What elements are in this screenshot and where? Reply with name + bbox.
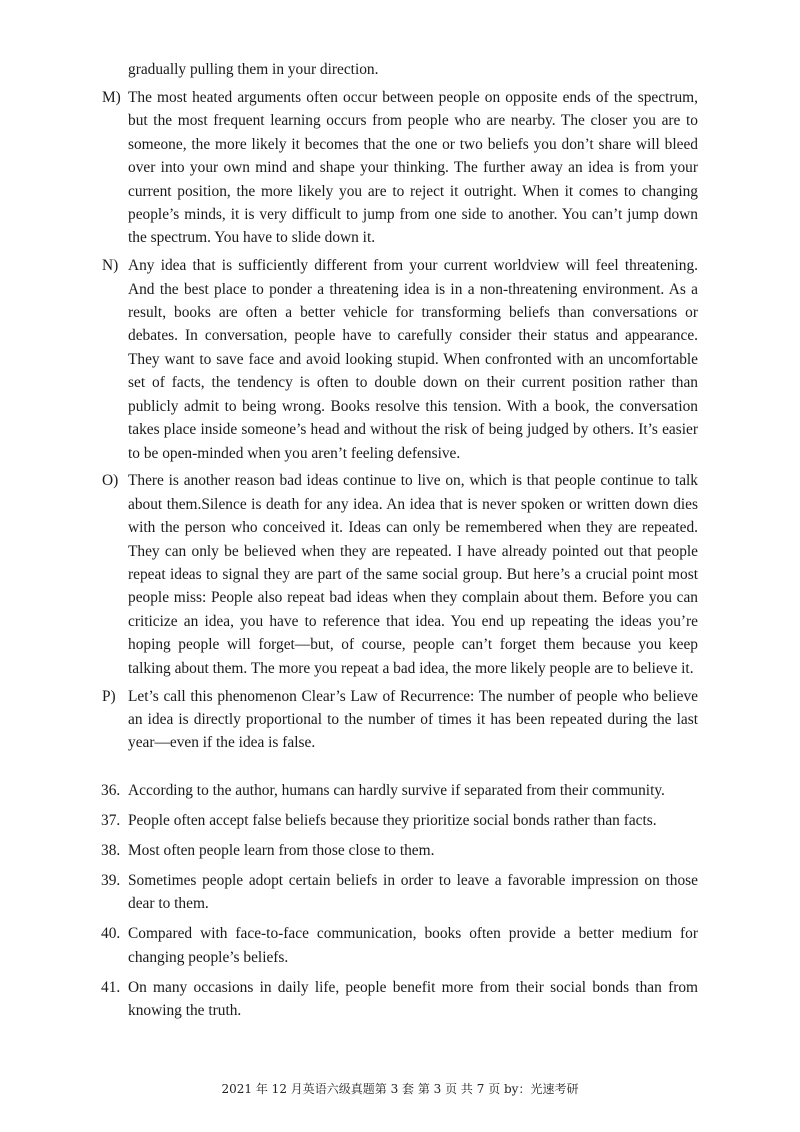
paragraph-text: Any idea that is sufficiently different from your current worldview will feel threatening. And the best place to ponder a threatening idea is in a non-threatening environment. As a result, books are often a better vehicle for transforming beliefs than conversations or debates. In conversation, people have to carefully consider their status and appearance. They want to save face and avoid looking stupid. When confronted with an uncomfortable set of facts, the tendency is often to double down on their current position rather than publicly admit to being wrong. Books resolve this tension. With a book, the conversation takes place inside someone’s head and without the risk of being judged by others. It’s easier to be open-minded when you aren’t feeling defensive. [128,257,698,462]
question-number: 38. [101,842,121,860]
paragraph-p [102,685,698,755]
question-38 [101,839,698,862]
paragraph-o [102,469,698,680]
paragraph-label: O) [102,472,119,490]
question-text: Most often people learn from those close to them. [128,842,435,860]
paragraph-text: Let’s call this phenomenon Clear’s Law of Recurrence: The number of people who believe an idea is directly proportional to the number of times it has been repeated during the last year—even if the idea is false. [128,687,698,752]
question-39 [101,869,698,916]
question-41 [101,976,698,1023]
page-footer: 2021 年 12 月英语六级真题第 3 套 第 3 页 共 7 页 by：光速考研 [221,1082,579,1096]
question-number: 36. [101,782,121,800]
paragraph-text: There is another reason bad ideas continue to live on, which is that people continue to talk about them.Silence is death for any idea. An idea that is never spoken or written down dies with the person who conceived it. Ideas can only be remembered when they are repeated. They can only be believed when they are repeated. I have already pointed out that people repeat ideas to signal they are part of the same social group. But here’s a crucial point most people miss: People also repeat bad ideas when they complain about them. Before you can criticize an idea, you have to reference that idea. You end up repeating the ideas you’re hoping people will forget—but, of course, people can’t forget them because you keep talking about them. The more you repeat a bad idea, the more likely people are to believe it. [128,472,698,677]
question-number: 40. [101,925,121,943]
question-40 [101,922,698,969]
question-text: Sometimes people adopt certain beliefs in order to leave a favorable impression on those dear to them. [128,872,698,913]
question-number: 37. [101,812,121,830]
continuation-text: gradually pulling them in your direction. [128,61,379,78]
question-36 [101,779,698,802]
document-page [0,58,800,1029]
paragraph-label: M) [102,88,121,106]
paragraph-text: The most heated arguments often occur between people on opposite ends of the spectrum, but the most frequent learning occurs from people who are nearby. The closer you are to someone, the more likely it becomes that the one or two beliefs you don’t share will bleed over into your own mind and shape your thinking. The further away an idea is from your current position, the more likely you are to reject it outright. When it comes to changing people’s minds, it is very difficult to jump from one side to another. You can’t jump down the spectrum. You have to slide down it. [128,88,698,247]
paragraph-label: P) [102,687,116,705]
paragraph-label: N) [102,257,119,275]
question-number: 41. [101,978,121,996]
question-text: On many occasions in daily life, people benefit more from their social bonds than from knowing the truth. [128,978,698,1020]
question-text: According to the author, humans can hardly survive if separated from their community. [128,782,665,800]
question-text: Compared with face-to-face communication, books often provide a better medium for changing people’s beliefs. [128,925,698,966]
question-text: People often accept false beliefs because they prioritize social bonds rather than facts. [128,812,657,830]
paragraph-n [102,254,698,465]
question-37 [101,809,698,832]
question-number: 39. [101,872,121,889]
paragraph-m [102,86,698,250]
